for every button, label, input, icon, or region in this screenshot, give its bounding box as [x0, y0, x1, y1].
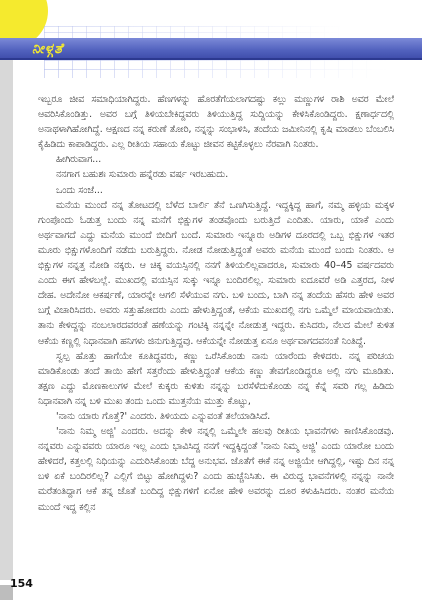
- paragraph-5: ಮನೆಯ ಮುಂದೆ ನನ್ನ ತೋಟದಲ್ಲಿ ಬೆಳೆದ ಬಾರ್ಲಿ ತೆನೆ ಒಣಗಿಸುತ್ತಿದ್ದೆ. ಇದ್ದಕ್ಕಿದ್ದ ಹಾಗೆ, ನಮ್ಮ ಹಳ್ಳಿಯ ಮಕ್ಕಳ ಗುಂಪೊಂದು ಓಡುತ್ತ ಬಂದು ನನ್ನ ಮನೆಗೆ ಭಿಕ್ಷುಗಳ ತಂಡವೊಂದು ಬರುತ್ತಿದೆ ಎಂದಿತು. ಯಾರು, ಯಾಕೆ ಎಂದು ಅರ್ಥವಾಗದೆ ಎದ್ದು ಮನೆಯ ಮುಂದೆ ಬೀದಿಗೆ ಬಂದೆ. ಸುಮಾರು ಇನ್ನೂರು ಅಡಿಗಳ ದೂರದಲ್ಲಿ ಒಬ್ಬ ಭಿಕ್ಷುಗಳ ಇತರ ಮೂರು ಭಿಕ್ಷುಗಳೊಂದಿಗೆ ನಡೆದು ಬರುತ್ತಿದ್ದರು. ನೋಡ ನೋಡುತ್ತಿದ್ದಂತೆ ಅವರು ಮನೆಯ ಮುಂದೆ ಬಂದು ನಿಂತರು. ಆ ಭಿಕ್ಷುಗಳ ನನ್ನತ್ತ ನೋಡಿ ನಕ್ಕರು. ಆ ಚಿಕ್ಕ ವಯಸ್ಸಿನಲ್ಲಿ ನನಗೆ ತಿಳಿಯಲಿಲ್ಲವಾದರೂ, ಸುಮಾರು 40–45 ವರ್ಷದವರು ಎಂದು ಈಗ ಹೇಳಬಲ್ಲೆ. ಮುಖದಲ್ಲಿ ವಯಸ್ಸಿನ ಸುಕ್ಕು ಇನ್ನೂ ಬಂದಿರಲಿಲ್ಲ. ಸುಮಾರು ಐದೂವರೆ ಅಡಿ ಎತ್ತರದ, ನೀಳ ದೇಹ. ಅದೇನೋ ಆಕರ್ಷಣೆ, ಯಾರನ್ನೇ ಆಗಲಿ ಸೆಳೆಯುವ ನಗು. ಬಳಿ ಬಂದು, ಬಾಗಿ ನನ್ನ ತಂದೆಯ ಹೆಸರು ಹೇಳಿ ಅವರ ಬಗ್ಗೆ ವಿಚಾರಿಸಿದರು. ಅವರು ಸತ್ತುಹೋದರು ಎಂದು ಹೇಳುತ್ತಿದ್ದಂತೆ, ಆಕೆಯ ಮುಖದಲ್ಲಿ ನಗು ಒಮ್ಮೆಲೆ ಮಾಯವಾಯಿತು. ತಾನು ಕೇಳಿದ್ದನ್ನು ನಂಬಲಾರದವರಂತೆ ಹಣೆಯನ್ನು ಗಂಟಿಕ್ಕಿ ನನ್ನನ್ನೇ ನೋಡುತ್ತ ಇದ್ದರು. ಕುಸಿದರು, ನೆಲದ ಮೇಲೆ ಕುಳಿತ ಆಕೆಯ ಕಣ್ಣಲ್ಲಿ ನಿಧಾನವಾಗಿ ಹನಿಗಳು ಜಿನುಗುತ್ತಿದ್ದವು. ಆಕೆಯನ್ನೇ ನೋಡುತ್ತ ಏನೂ ಅರ್ಥವಾಗದವನಂತೆ ನಿಂತಿದ್ದೆ.: [38, 199, 394, 347]
- section-title: ನೀಳ್ಗತೆ: [32, 41, 64, 57]
- grid-decoration: [44, 60, 422, 78]
- left-margin-bar: [0, 60, 13, 580]
- paragraph-8: 'ನಾನು ನಿಮ್ಮ ಅಜ್ಜಿ' ಎಂದರು. ಅದನ್ನು ಕೇಳಿ ನನ್ನಲ್ಲಿ ಒಮ್ಮೆಲೇ ಹಲವು ರೀತಿಯ ಭಾವನೆಗಳು ಕಾಣಿಸಿಕೊಂಡವು. ನನ್ನವರು ಎನ್ನುವವರು ಯಾರೂ ಇಲ್ಲ ಎಂದು ಭಾವಿಸಿದ್ದ ನನಗೆ ಇದ್ದಕ್ಕಿದ್ದಂತೆ 'ನಾನು ನಿಮ್ಮ ಅಜ್ಜಿ' ಎಂದು ಯಾರೋ ಬಂದು ಹೇಳಿದರೆ, ಕತ್ತಲಲ್ಲಿ ನಿಧಿಯನ್ನು ಎದುರಿಸಿಕೊಂಡು ಬೆದ್ದ ಅನುಭವ. ಜೊತೆಗೆ ಈಕೆ ನನ್ನ ಅಜ್ಜಿಯೇ ಆಗಿದ್ದಲ್ಲಿ, ಇಷ್ಟು ದಿನ ನನ್ನ ಬಳಿ ಏಕೆ ಬಂದಿರಲಿಲ್ಲ? ಎಲ್ಲಿಗೆ ಬಿಟ್ಟು ಹೋಗಿದ್ದಳು? ಎಂದು ಹುಚ್ಚೆನಿಸಿತು. ಈ ವಿರುದ್ಧ ಭಾವನೆಗಳಲ್ಲಿ ನನ್ನನ್ನು ನಾನೇ ಮರೆತಂತಿದ್ದಾಗ ಆಕೆ ತನ್ನ ಜೊತೆ ಬಂದಿದ್ದ ಭಿಕ್ಷುಗಳಿಗೆ ಏನೋ ಹೇಳಿ ಅವರನ್ನು ದೂರ ಕಳುಹಿಸಿದರು. ನಂತರ ಮನೆಯ ಮುಂದೆ ಇದ್ದ ಕಲ್ಲಿನ: [38, 426, 394, 513]
- header-bar: [0, 38, 422, 60]
- body-text: [38, 92, 394, 515]
- page-number: 154: [10, 577, 33, 590]
- paragraph-4: ಒಂದು ಸಂಜೆ...: [56, 184, 103, 196]
- paragraph-2: ಹೀಗಿರುವಾಗ...: [56, 154, 102, 166]
- paragraph-1: ಇಬ್ಬರೂ ಜೀವ ಸಮಾಧಿಯಾಗಿದ್ದರು. ಹೆಣಗಳನ್ನು ಹೊರತೆಗೆಯಲಾಗದಷ್ಟು ಕಲ್ಲು ಮಣ್ಣುಗಳ ರಾಶಿ ಅವರ ಮೇಲೆ ಆವರಿಸಿಕೊಂಡಿತ್ತು. ಅವರ ಬಗ್ಗೆ ತಿಳಿಯಬೇಕಿದ್ದವರು ತಿಳಿಯುತ್ತಿದ್ದ ಸುದ್ದಿಯನ್ನು ಕೇಳಿಸಿಕೊಂಡಿದ್ದರು. ಕ್ಷಣಾರ್ಧದಲ್ಲಿ ಅನಾಥಳಾಗಿಹೋಗಿದ್ದೆ. ಆಕ್ಷಣದ ನನ್ನ ಕರುಣೆ ತೋರಿ, ನನ್ನನ್ನು ಸಂಭಾಳಿಸಿ, ತಂದೆಯ ಜಮೀನಿನಲ್ಲಿ ಕೃಷಿ ಮಾಡಲು ಬೆಂಬಲಿಸಿ ಕೈಹಿಡಿದು ಕಾಪಾಡಿದ್ದರು. ಎಲ್ಲ ರೀತಿಯ ಸಹಾಯ ಕೊಟ್ಟು ಜೀವನ ಕಟ್ಟಿಕೊಳ್ಳಲು ನೆರವಾಗಿ ನಿಂತರು.: [38, 94, 394, 151]
- paragraph-7: 'ನಾನು ಯಾರು ಗೊತ್ತೆ?' ಎಂದರು. ತಿಳಿಯದು ಎನ್ನುವಂತೆ ತಲೆಯಾಡಿಸಿದೆ.: [56, 410, 271, 422]
- page-header: [0, 0, 422, 75]
- paragraph-3: ನನಗಾಗ ಬಹುಶಃ ಸುಮಾರು ಹನ್ನೆರಡು ವರ್ಷ ಇರಬಹುದು.: [56, 169, 229, 181]
- paragraph-6: ಸ್ವಲ್ಪ ಹೊತ್ತು ಹಾಗೆಯೇ ಕೂತಿದ್ದವರು, ಕಣ್ಣು ಒರೆಸಿಕೊಂಡು ನಾನು ಯಾರೆಂದು ಕೇಳಿದರು. ನನ್ನ ಪರಿಚಯ ಮಾಡಿಕೊಂಡು ತಂದೆ ತಾಯಿ ಹೇಗೆ ಸತ್ತರೆಂದು ಹೇಳುತ್ತಿದ್ದಂತೆ ಆಕೆಯ ಕಣ್ಣು ತೇವಗೊಂಡಿದ್ದರೂ ಅಲ್ಲಿ ನಗು ಮೂಡಿತು. ತಕ್ಷಣ ಎದ್ದು ಮೊಣಕಾಲುಗಳ ಮೇಲೆ ಕುಕ್ಕರು ಕುಳಿತು ನನ್ನನ್ನು ಬರಸೆಳೆದುಕೊಂಡು ನನ್ನ ಕೆನ್ನೆ ಸವರಿ ಗಲ್ಲ ಹಿಡಿದು ನಿಧಾನವಾಗಿ ನನ್ನ ಬಳಿ ಮುಖ ತಂದು ಒಂದು ಮುತ್ತನೆಯ ಮುತ್ತು ಕೊಟ್ಟು,: [38, 350, 394, 407]
- grid-decoration-top: [44, 26, 344, 38]
